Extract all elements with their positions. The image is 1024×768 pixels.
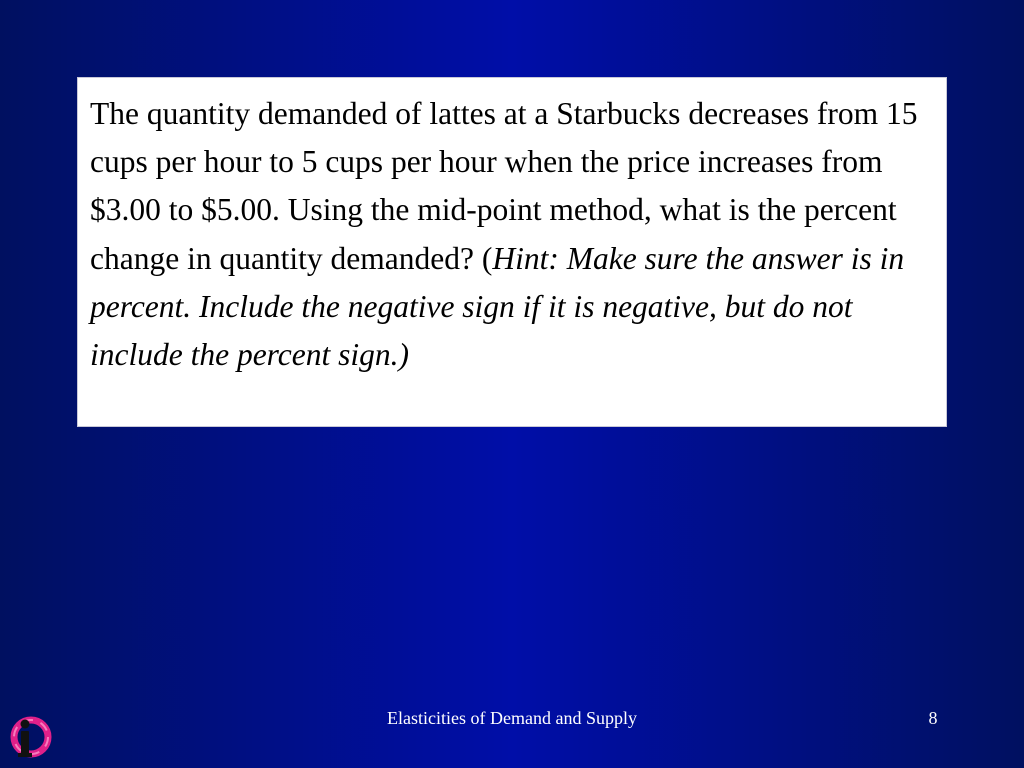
logo-letter: i (32, 759, 33, 761)
page-number: 8 (928, 708, 938, 728)
question-main-text: The quantity demanded of lattes at a Starbucks decreases from 15 cups per hour to 5 cups per hour when the price increases from $3.00 to $5.00. Using the mid-point method, what is the percent change in quantity demanded? ( (90, 96, 918, 276)
footer-title: Elasticities of Demand and Supply (387, 708, 637, 728)
question-text (90, 90, 930, 379)
question-box (77, 77, 947, 427)
question-hint-text: Hint: Make sure the answer is in percent. Include the negative sign if it is negative, but do not include the percent sign.) (90, 240, 905, 373)
